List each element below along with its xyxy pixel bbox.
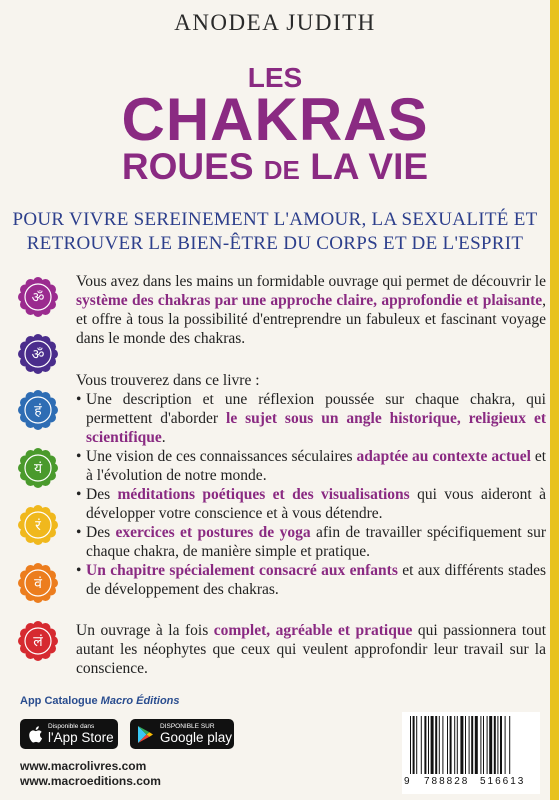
- barcode-bar: [410, 716, 411, 774]
- item-text-end: et à l'évolution de notre monde.: [86, 448, 547, 484]
- google-play-big-text: Google play: [160, 730, 233, 745]
- list-item: [76, 485, 546, 523]
- item-highlight: méditations poétiques et des visualisations: [117, 486, 410, 503]
- item-text: Des: [86, 524, 116, 541]
- google-play-icon: [137, 725, 154, 744]
- anahata-chakra-icon: [8, 445, 68, 491]
- barcode-bar: [475, 716, 478, 774]
- barcode-bar: [416, 716, 417, 774]
- title-la-vie: LA VIE: [310, 146, 429, 187]
- list-item: [76, 561, 546, 599]
- website-link-macroeditions[interactable]: www.macroeditions.com: [20, 774, 161, 788]
- barcode-bar: [471, 716, 473, 774]
- intro-paragraph: [76, 272, 546, 348]
- item-highlight: Un chapitre spécialement consacré aux enfants: [86, 562, 398, 579]
- chakra-glyph: ॐ: [31, 290, 45, 306]
- subtitle: [0, 208, 550, 256]
- item-highlight: exercices et postures de yoga: [115, 524, 311, 541]
- barcode-bar: [428, 716, 429, 774]
- ajna-chakra-icon: [8, 331, 68, 377]
- app-store-big-text: l'App Store: [48, 730, 114, 745]
- barcode-bar: [494, 716, 496, 774]
- subtitle-line-1: POUR VIVRE SEREINEMENT L'AMOUR, LA SEXUALITÉ ET: [12, 209, 538, 230]
- item-text-end: qui vous aideront à développer votre conscience et à vous détendre.: [86, 486, 546, 522]
- title-line-1: LES: [247, 62, 303, 93]
- barcode-bar: [480, 716, 481, 774]
- barcode-bar: [447, 716, 448, 774]
- chakra-glyph: ॐ: [31, 347, 45, 363]
- barcode-bar: [442, 716, 443, 774]
- closing-text-end: qui passionnera tout autant les néophytes que ceux qui veulent approfondir leur travail sur la conscience.: [76, 622, 546, 677]
- app-store-small-text: Disponible dans: [48, 723, 95, 730]
- intro-text: Vous avez dans les mains un formidable ouvrage qui permet de découvrir le: [76, 273, 546, 290]
- author-name: ANODEA JUDITH: [174, 10, 376, 35]
- closing-text: Un ouvrage à la fois: [76, 622, 214, 639]
- isbn-barcode: [402, 712, 540, 794]
- barcode-bar: [509, 716, 510, 774]
- chakra-glyph: लं: [33, 634, 43, 650]
- features-section: [76, 371, 546, 599]
- app-store-badge[interactable]: [20, 719, 118, 749]
- chakra-glyph: हं: [34, 403, 42, 419]
- google-play-small-text: DISPONIBLE SUR: [160, 723, 215, 730]
- website-link-macrolivres[interactable]: www.macrolivres.com: [20, 759, 147, 773]
- item-text-end: et aux différents stades de développement des chakras.: [86, 562, 546, 598]
- barcode-bar: [424, 716, 426, 774]
- item-text: Une vision de ces connaissances séculaires: [86, 448, 357, 465]
- barcode-bar: [497, 716, 498, 774]
- barcode-bar: [500, 716, 502, 774]
- item-highlight: le sujet sous un angle historique, religieux et scientifique: [86, 410, 547, 446]
- barcode-bar: [487, 716, 488, 774]
- barcode-bar: [489, 716, 492, 774]
- barcode-bar: [465, 716, 466, 774]
- barcode-bars: [410, 716, 532, 774]
- isbn-group-2: 516613: [480, 776, 526, 787]
- barcode-bar: [483, 716, 484, 774]
- vishuddha-chakra-icon: [8, 387, 68, 433]
- item-text: Des: [86, 486, 118, 503]
- barcode-bar: [454, 716, 455, 774]
- item-highlight: adaptée au contexte actuel: [356, 448, 531, 465]
- item-text-end: afin de travailler spécifiquement sur chaque chakra, de manière simple et pratique.: [86, 524, 547, 560]
- title-line-2: CHAKRAS: [121, 86, 429, 153]
- apple-icon: [27, 725, 43, 744]
- barcode-bar: [460, 716, 463, 774]
- subtitle-line-2: RETROUVER LE BIEN-ÊTRE DU CORPS ET DE L'ESPRIT: [26, 233, 524, 254]
- list-intro: Vous trouverez dans ce livre :: [76, 372, 260, 389]
- barcode-bar: [505, 716, 506, 774]
- yellow-spine-edge: [550, 0, 559, 800]
- list-item: [76, 390, 546, 447]
- barcode-bar: [435, 716, 437, 774]
- intro-text-end: , et offre à tous la possibilité d'entreprendre un fabuleux et fascinant voyage dans le monde des chakras.: [76, 292, 546, 347]
- muladhara-chakra-icon: [8, 618, 68, 664]
- feature-list: [76, 390, 546, 599]
- isbn-group-1: 788828: [424, 776, 470, 787]
- title-roues: ROUES: [121, 146, 254, 187]
- barcode-bar: [439, 716, 440, 774]
- manipura-chakra-icon: [8, 502, 68, 548]
- app-label-brand: Macro Éditions: [100, 695, 180, 707]
- svadhisthana-chakra-icon: [8, 560, 68, 606]
- item-text-end: .: [161, 429, 166, 446]
- title-line-3: [0, 146, 550, 188]
- closing-highlight: complet, agréable et pratique: [213, 622, 413, 639]
- barcode-bar: [413, 716, 415, 774]
- barcode-bar: [469, 716, 470, 774]
- isbn-digit-1: 9: [404, 776, 410, 787]
- list-item: [76, 523, 546, 561]
- intro-highlight: système des chakras par une approche claire, approfondie et plaisante: [76, 292, 543, 309]
- sahasrara-chakra-icon: [8, 274, 68, 320]
- barcode-bar: [431, 716, 434, 774]
- item-text: Une description et une réflexion poussée sur chaque chakra, qui permettent d'aborder: [86, 391, 546, 427]
- title-de: DE: [263, 155, 300, 185]
- barcode-bar: [457, 716, 458, 774]
- closing-paragraph: [76, 621, 546, 678]
- chakra-glyph: रं: [35, 518, 41, 534]
- barcode-bar: [421, 716, 422, 774]
- chakra-glyph: यं: [33, 461, 43, 477]
- google-play-badge[interactable]: [130, 719, 234, 749]
- list-item: [76, 447, 546, 485]
- barcode-bar: [450, 716, 452, 774]
- app-catalogue-label: [20, 695, 180, 707]
- chakra-glyph: वं: [34, 576, 42, 592]
- app-label-text: App Catalogue: [20, 695, 101, 707]
